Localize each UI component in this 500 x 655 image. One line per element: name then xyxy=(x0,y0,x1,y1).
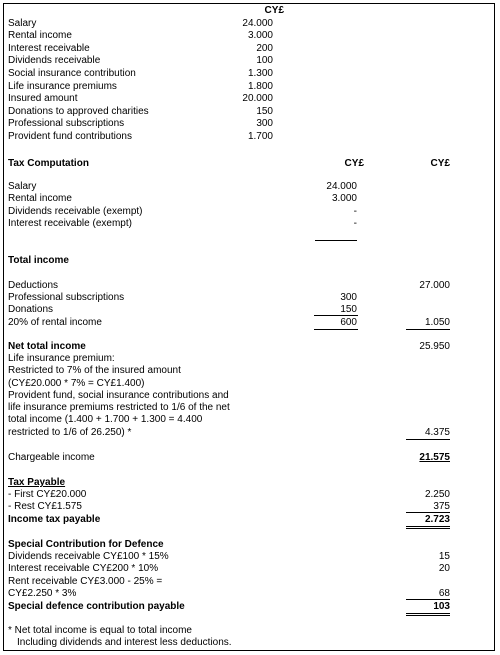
income-value-dividends: - xyxy=(353,206,357,217)
top-value-dividends: 100 xyxy=(256,55,273,66)
defence-interest-value: 20 xyxy=(438,563,450,574)
life-value-line xyxy=(406,439,450,440)
defence-rent-line xyxy=(406,599,450,600)
net-total-label: Net total income xyxy=(8,341,86,352)
life-line-1: Life insurance premium: xyxy=(8,353,115,364)
tax-row-rest-label: - Rest CY£1.575 xyxy=(8,501,82,512)
tax-row-first-label: - First CY£20.000 xyxy=(8,489,87,500)
top-label-donations: Donations to approved charities xyxy=(8,106,149,117)
deduction-value-professional: 300 xyxy=(340,292,357,303)
deduction-value-rental: 600 xyxy=(340,317,357,328)
life-line-3: (CY£20.000 * 7% = CY£1.400) xyxy=(8,378,145,389)
top-value-provident: 1.700 xyxy=(247,131,273,142)
deduction-sum-line-col3 xyxy=(406,329,450,330)
top-label-life: Life insurance premiums xyxy=(8,81,117,92)
deduction-label-donations: Donations xyxy=(8,304,54,315)
top-label-provident: Provident fund contributions xyxy=(8,131,132,142)
top-value-rental: 3.000 xyxy=(247,30,273,41)
defence-title: Special Contribution for Defence xyxy=(8,539,164,550)
defence-total-value: 103 xyxy=(433,601,450,612)
top-label-dividends: Dividends receivable xyxy=(8,55,101,66)
deduction-line-above xyxy=(314,315,358,316)
top-label-rental: Rental income xyxy=(8,30,72,41)
top-value-insured: 20.000 xyxy=(242,93,273,104)
tax-payable-title: Tax Payable xyxy=(8,477,66,488)
deductions-total: 27.000 xyxy=(419,280,450,291)
top-label-insured: Insured amount xyxy=(8,93,78,104)
defence-dividends-value: 15 xyxy=(438,551,450,562)
defence-interest-label: Interest receivable CY£200 * 10% xyxy=(8,563,159,574)
defence-total-line-1 xyxy=(406,613,450,614)
top-value-salary: 24.000 xyxy=(242,18,273,29)
deduction-label-professional: Professional subscriptions xyxy=(8,292,125,303)
income-value-rental: 3.000 xyxy=(331,193,357,204)
chargeable-label: Chargeable income xyxy=(8,452,95,463)
income-sum-line xyxy=(315,240,357,241)
top-value-interest: 200 xyxy=(256,43,273,54)
top-label-salary: Salary xyxy=(8,18,37,29)
life-line-6: total income (1.400 + 1.700 + 1.300 = 4.400 xyxy=(8,414,203,425)
footnote-line-1: * Net total income is equal to total income xyxy=(8,625,192,636)
defence-rent-line-1: Rent receivable CY£3.000 - 25% = xyxy=(8,576,163,587)
deduction-value-donations: 150 xyxy=(340,304,357,315)
top-label-interest: Interest receivable xyxy=(8,43,90,54)
top-value-social: 1.300 xyxy=(247,68,273,79)
life-line-4: Provident fund, social insurance contributions and xyxy=(8,390,229,401)
income-value-interest: - xyxy=(353,218,357,229)
deduction-sum-line-col2 xyxy=(314,329,358,330)
computation-col2-header: CY£ xyxy=(430,158,450,169)
income-tax-payable-label: Income tax payable xyxy=(8,514,101,525)
income-tax-line-2 xyxy=(406,528,450,529)
life-value: 4.375 xyxy=(424,427,450,438)
net-total-value: 25.950 xyxy=(419,341,450,352)
defence-rent-value: 68 xyxy=(438,588,450,599)
deduction-label-rental: 20% of rental income xyxy=(8,317,102,328)
defence-total-line-2 xyxy=(406,615,450,616)
computation-title: Tax Computation xyxy=(8,158,89,169)
deductions-label: Deductions xyxy=(8,280,59,291)
income-tax-payable-value: 2.723 xyxy=(424,514,450,525)
computation-col1-header: CY£ xyxy=(344,158,364,169)
income-value-salary: 24.000 xyxy=(326,181,357,192)
tax-rest-line xyxy=(406,512,450,513)
footnote-line-2: Including dividends and interest less deductions. xyxy=(17,637,232,648)
life-line-7: restricted to 1/6 of 26.250) * xyxy=(8,427,132,438)
life-line-5: life insurance premiums restricted to 1/6 of the net xyxy=(8,402,230,413)
top-label-social: Social insurance contribution xyxy=(8,68,136,79)
top-value-professional: 300 xyxy=(256,118,273,129)
income-label-rental: Rental income xyxy=(8,193,72,204)
deductions-sum: 1.050 xyxy=(424,317,450,328)
income-label-dividends: Dividends receivable (exempt) xyxy=(8,206,143,217)
top-value-donations: 150 xyxy=(256,106,273,117)
defence-dividends-label: Dividends receivable CY£100 * 15% xyxy=(8,551,169,562)
tax-row-first-value: 2.250 xyxy=(424,489,450,500)
life-line-2: Restricted to 7% of the insured amount xyxy=(8,365,181,376)
top-label-professional: Professional subscriptions xyxy=(8,118,125,129)
defence-rent-line-2: CY£2.250 * 3% xyxy=(8,588,77,599)
tax-row-rest-value: 375 xyxy=(433,501,450,512)
total-income-label: Total income xyxy=(8,255,69,266)
defence-total-label: Special defence contribution payable xyxy=(8,601,185,612)
income-label-interest: Interest receivable (exempt) xyxy=(8,218,132,229)
top-header: CY£ xyxy=(264,5,284,16)
income-label-salary: Salary xyxy=(8,181,37,192)
income-tax-line-1 xyxy=(406,526,450,527)
chargeable-value: 21.575 xyxy=(419,452,450,463)
top-value-life: 1.800 xyxy=(247,81,273,92)
